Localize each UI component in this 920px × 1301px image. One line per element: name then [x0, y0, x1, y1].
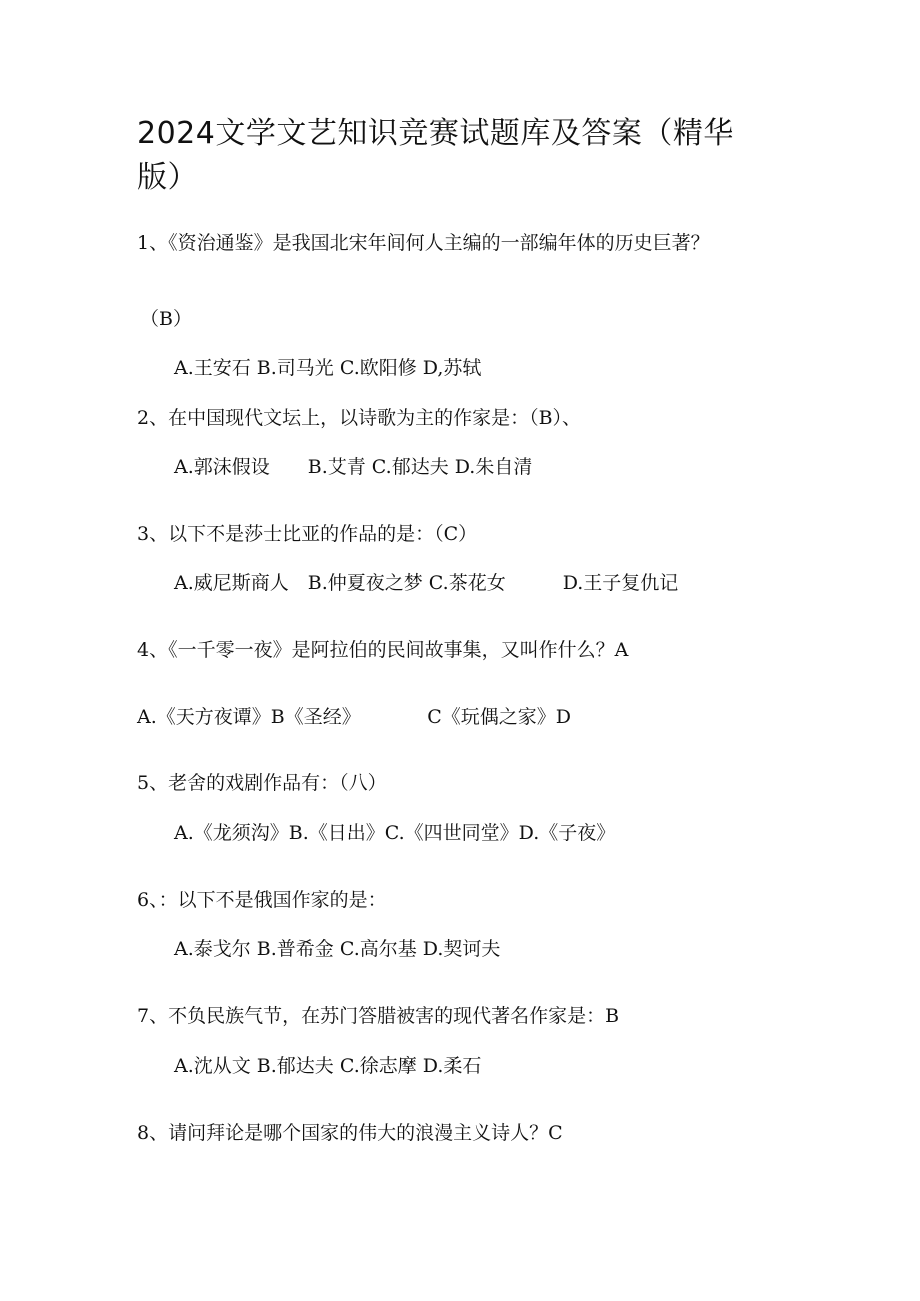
answer-1: （B） — [140, 308, 192, 330]
document-title: 2024文学文艺知识竞赛试题库及答案（精华版） — [137, 116, 734, 195]
question-8: 8、请问拜论是哪个国家的伟大的浪漫主义诗人？C — [137, 1122, 563, 1144]
options-2: A.郭沫假设 B.艾青 C.郁达夫 D.朱自清 — [174, 456, 533, 478]
options-4: A.《天方夜谭》B《圣经》 C《玩偶之家》D — [137, 706, 571, 728]
question-4: 4、《一千零一夜》是阿拉伯的民间故事集，又叫作什么？A — [137, 639, 629, 661]
options-6: A.泰戈尔 B.普希金 C.高尔基 D.契诃夫 — [174, 938, 501, 960]
options-5: A.《龙须沟》B.《日出》C.《四世同堂》D.《子夜》 — [174, 822, 616, 844]
options-1: A.王安石 B.司马光 C.欧阳修 D,苏轼 — [174, 357, 482, 379]
options-3: A.威尼斯商人 B.仲夏夜之梦 C.茶花女 D.王子复仇记 — [174, 572, 679, 594]
question-3: 3、以下不是莎士比亚的作品的是：（C） — [137, 523, 478, 545]
question-1: 1、《资治通鉴》是我国北宋年间何人主编的一部编年体的历史巨著？ — [137, 232, 710, 254]
question-2: 2、在中国现代文坛上，以诗歌为主的作家是：（B）、 — [137, 407, 582, 429]
question-7: 7、不负民族气节，在苏门答腊被害的现代著名作家是：B — [137, 1005, 620, 1027]
question-6: 6、：以下不是俄国作家的是： — [137, 889, 387, 911]
question-5: 5、老舍的戏剧作品有：（八） — [137, 772, 387, 794]
options-7: A.沈从文 B.郁达夫 C.徐志摩 D.柔石 — [174, 1055, 482, 1077]
